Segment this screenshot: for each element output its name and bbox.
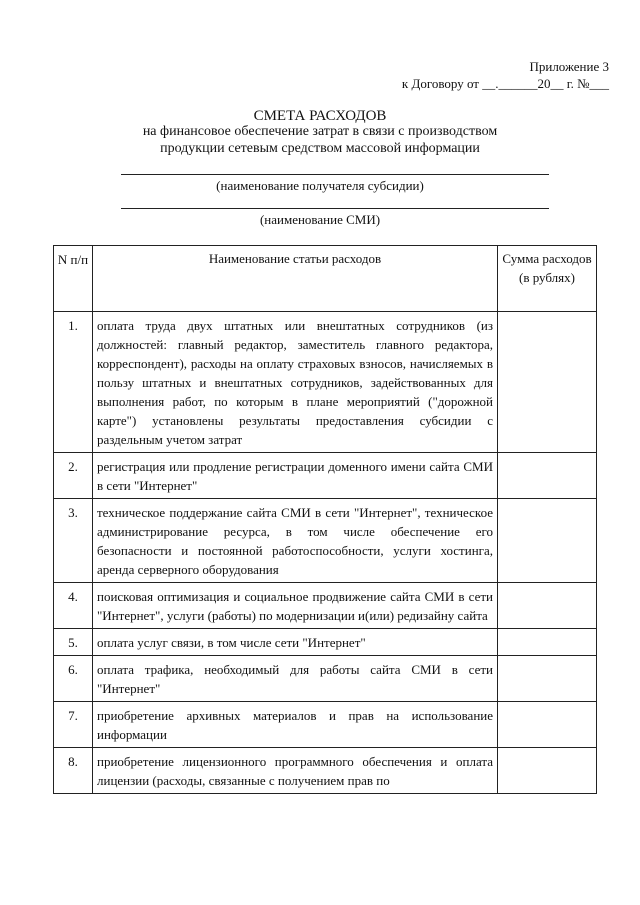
row-sum-cell[interactable] — [498, 499, 597, 583]
header-sum: Сумма расходов (в рублях) — [498, 246, 597, 312]
row-item-name: оплата услуг связи, в том числе сети "Интернет" — [93, 629, 498, 656]
table-row — [54, 583, 597, 629]
appendix-label: Приложение 3 — [529, 59, 609, 74]
row-item-name: приобретение лицензионного программного обеспечения и оплата лицензии (расходы, связанные с получением прав по — [93, 748, 498, 794]
media-blank-line — [121, 208, 549, 209]
row-item-name: поисковая оптимизация и социальное продвижение сайта СМИ в сети "Интернет", услуги (работы) по модернизации и(или) редизайну сайта — [93, 583, 498, 629]
header-name: Наименование статьи расходов — [93, 246, 498, 312]
row-number: 4. — [54, 583, 93, 629]
row-item-name: приобретение архивных материалов и прав на использование информации — [93, 702, 498, 748]
document-title: СМЕТА РАСХОДОВ — [253, 108, 387, 124]
row-sum-cell[interactable] — [498, 748, 597, 794]
table-row — [54, 748, 597, 794]
row-number: 2. — [54, 453, 93, 499]
row-sum-cell[interactable] — [498, 312, 597, 453]
expense-table — [53, 245, 597, 794]
table-row — [54, 656, 597, 702]
recipient-caption: (наименование получателя субсидии) — [216, 178, 424, 193]
table-row — [54, 453, 597, 499]
media-caption: (наименование СМИ) — [259, 212, 381, 227]
recipient-blank-line — [121, 174, 549, 175]
row-sum-cell[interactable] — [498, 583, 597, 629]
row-item-name: техническое поддержание сайта СМИ в сети "Интернет", техническое администрирование ресурса, в том числе обеспечение его безопасности и постоянной работоспособности, услуги хостинга, аренда серверного оборудования — [93, 499, 498, 583]
row-sum-cell[interactable] — [498, 629, 597, 656]
table-row — [54, 702, 597, 748]
contract-reference: к Договору от __.______20__ г. №___ — [401, 76, 609, 91]
row-number: 8. — [54, 748, 93, 794]
header-num: N п/п — [54, 246, 93, 312]
row-number: 3. — [54, 499, 93, 583]
row-item-name: оплата труда двух штатных или внештатных сотрудников (из должностей: главный редактор, заместитель главного редактора, корреспондент), расходы на оплату страховых взносов, начисляемых в пользу штатных и внештатных сотрудников, задействованных для выполнения работ, по которым в плане мероприятий ("дорожной карте") установлены результаты предоставления субсидии с раздельным учетом затрат — [93, 312, 498, 453]
table-row — [54, 499, 597, 583]
row-number: 7. — [54, 702, 93, 748]
row-number: 1. — [54, 312, 93, 453]
row-number: 6. — [54, 656, 93, 702]
row-sum-cell[interactable] — [498, 656, 597, 702]
table-header-row — [54, 246, 597, 312]
row-sum-cell[interactable] — [498, 702, 597, 748]
row-item-name: оплата трафика, необходимый для работы сайта СМИ в сети "Интернет" — [93, 656, 498, 702]
document-subtitle-line-1: на финансовое обеспечение затрат в связи с производством — [142, 124, 498, 139]
document-subtitle-line-2: продукции сетевым средством массовой информации — [160, 141, 480, 156]
row-sum-cell[interactable] — [498, 453, 597, 499]
table-row — [54, 629, 597, 656]
row-item-name: регистрация или продление регистрации доменного имени сайта СМИ в сети "Интернет" — [93, 453, 498, 499]
table-row — [54, 312, 597, 453]
row-number: 5. — [54, 629, 93, 656]
